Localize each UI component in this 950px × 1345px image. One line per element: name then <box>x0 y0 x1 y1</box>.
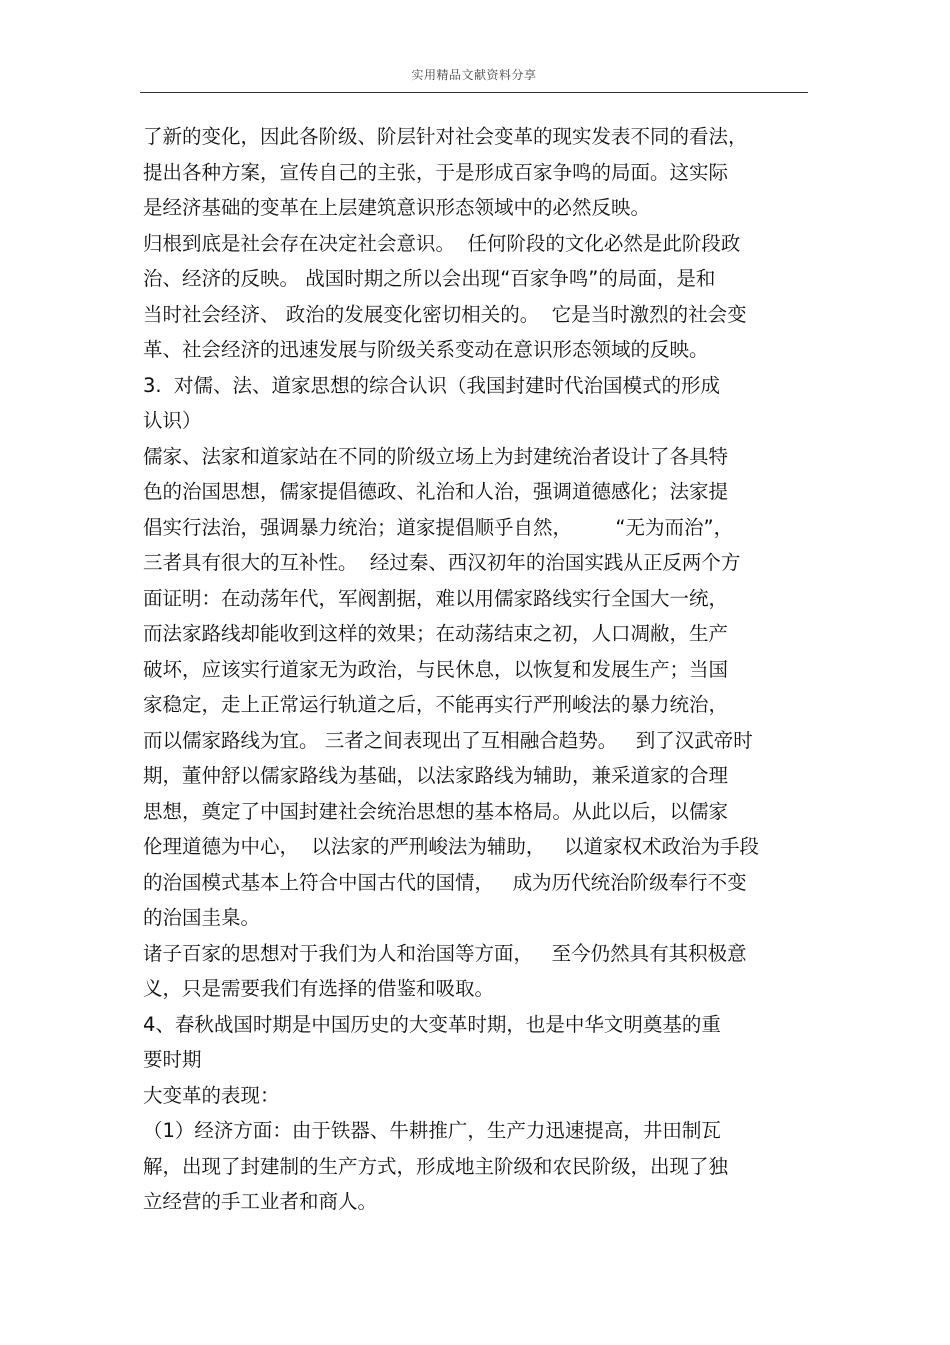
body-line: 而以儒家路线为宜。 三者之间表现出了互相融合趋势。 到了汉武帝时 <box>143 728 753 752</box>
section-heading-4-cont: 要时期 <box>143 1048 202 1071</box>
body-line: 色的治国思想，儒家提倡德政、礼治和人治，强调道德感化；法家提 <box>143 480 729 503</box>
body-line: 期，董仲舒以儒家路线为基础，以法家路线为辅助，兼采道家的合理 <box>143 764 729 787</box>
body-line: 是经济基础的变革在上层建筑意识形态领域中的必然反映。 <box>143 196 651 219</box>
body-line: 而法家路线却能收到这样的效果；在动荡结束之初，人口凋敝，生产 <box>143 622 729 645</box>
document-body <box>143 119 823 1220</box>
body-line: 革、社会经济的迅速发展与阶级关系变动在意识形态领域的反映。 <box>143 338 709 361</box>
body-line: 伦理道德为中心， 以法家的严刑峻法为辅助， 以道家权术政治为手段 <box>143 835 759 858</box>
body-line: 义，只是需要我们有选择的借鉴和吸取。 <box>143 977 495 1000</box>
body-line: 破坏，应该实行道家无为政治，与民休息，以恢复和发展生产；当国 <box>143 657 729 681</box>
section-heading-3: 3. 对儒、法、道家思想的综合认识（我国封建时代治国模式的形成 <box>143 373 721 397</box>
body-line: 提出各种方案，宣传自己的主张，于是形成百家争鸣的局面。这实际 <box>143 160 729 184</box>
body-line: 三者具有很大的互补性。 经过秦、西汉初年的治国实践从正反两个方 <box>143 551 741 574</box>
body-line: 治、经济的反映。 战国时期之所以会出现“百家争鸣”的局面，是和 <box>143 267 716 290</box>
section-heading-4: 4、春秋战国时期是中国历史的大变革时期，也是中华文明奠基的重 <box>143 1012 721 1036</box>
section-heading-3-cont: 认识） <box>143 409 202 432</box>
body-line: 思想，奠定了中国封建社会统治思想的基本格局。从此以后，以儒家 <box>143 799 729 823</box>
list-item-cont: 立经营的手工业者和商人。 <box>143 1190 378 1213</box>
body-line: 儒家、法家和道家站在不同的阶级立场上为封建统治者设计了各具特 <box>143 444 729 468</box>
body-line: 诸子百家的思想对于我们为人和治国等方面， 至今仍然具有其积极意 <box>143 941 747 965</box>
subheading: 大变革的表现： <box>143 1083 280 1107</box>
body-line: 的治国模式基本上符合中国古代的国情， 成为历代统治阶级奉行不变 <box>143 870 747 894</box>
body-line: 面证明：在动荡年代，军阀割据，难以用儒家路线实行全国大一统， <box>143 586 729 610</box>
list-item-cont: 解，出现了封建制的生产方式，形成地主阶级和农民阶级，出现了独 <box>143 1154 729 1178</box>
body-line: 当时社会经济、 政治的发展变化密切相关的。 它是当时激烈的社会变 <box>143 302 747 326</box>
body-line: 的治国圭臬。 <box>143 906 261 929</box>
body-line: 倡实行法治，强调暴力统治；道家提倡顺乎自然， “无为而治”， <box>143 515 734 539</box>
body-line: 归根到底是社会存在决定社会意识。 任何阶段的文化必然是此阶段政 <box>143 231 741 255</box>
page-header <box>140 66 808 93</box>
list-item: （1）经济方面：由于铁器、牛耕推广，生产力迅速提高，井田制瓦 <box>143 1119 721 1142</box>
body-line: 家稳定，走上正常运行轨道之后，不能再实行严刑峻法的暴力统治， <box>143 693 729 716</box>
body-line: 了新的变化，因此各阶级、阶层针对社会变革的现实发表不同的看法， <box>143 125 748 148</box>
header-title: 实用精品文献资料分享 <box>411 68 537 82</box>
